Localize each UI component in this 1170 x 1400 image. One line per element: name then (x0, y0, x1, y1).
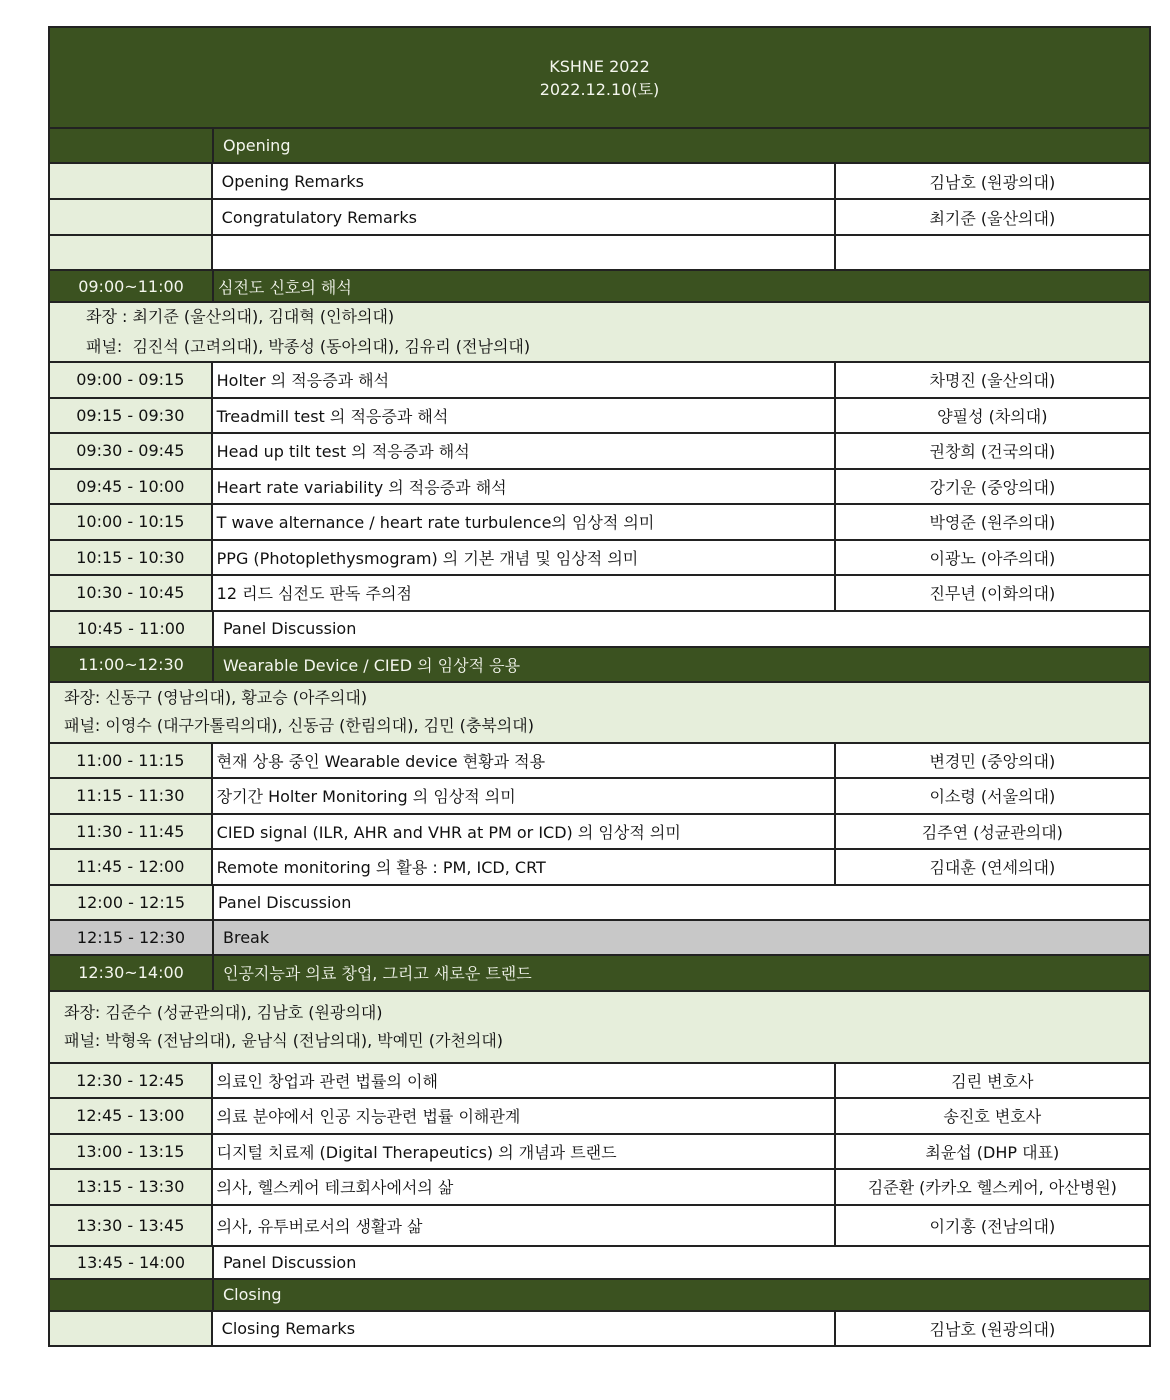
topic-cell: Remote monitoring 의 활용 : PM, ICD, CRT (213, 850, 836, 884)
topic-cell: Treadmill test 의 적응증과 해석 (213, 399, 836, 433)
topic-cell: 12 리드 심전도 판독 주의점 (213, 576, 836, 610)
break-row (48, 921, 1151, 956)
topic-cell: 의료인 창업과 관련 법률의 이해 (213, 1064, 836, 1098)
topic-cell: Head up tilt test 의 적응증과 해석 (213, 434, 836, 468)
table-row (48, 1135, 1151, 1171)
program-header (48, 26, 1151, 129)
session-time: 12:30~14:00 (50, 956, 214, 990)
session-header (48, 271, 1151, 303)
topic-cell: T wave alternance / heart rate turbulence의 임상적 의미 (213, 505, 836, 539)
table-row (48, 399, 1151, 435)
panel-text: 패널: 박형욱 (전남의대), 윤남식 (전남의대), 박예민 (가천의대) (64, 1030, 504, 1050)
topic-cell: Heart rate variability 의 적응증과 해석 (213, 470, 836, 504)
event-date: 2022.12.10(토) (539, 79, 660, 99)
time-cell (50, 200, 213, 234)
topic-cell: PPG (Photoplethysmogram) 의 기본 개념 및 임상적 의미 (213, 541, 836, 575)
speaker-cell: 최기준 (울산의대) (836, 200, 1149, 234)
table-row (48, 434, 1151, 470)
time-cell: 09:00 - 09:15 (50, 363, 213, 397)
event-title: KSHNE 2022 (549, 56, 650, 76)
session-time: 09:00~11:00 (50, 271, 214, 301)
session-title: Wearable Device / CIED 의 임상적 응용 (223, 655, 521, 675)
closing-time-cell (50, 1280, 214, 1310)
topic-cell (213, 236, 836, 269)
opening-label: Opening (223, 136, 291, 155)
session-header (48, 956, 1151, 992)
speaker-cell (836, 236, 1149, 269)
time-cell: 12:45 - 13:00 (50, 1099, 213, 1133)
topic-cell: Panel Discussion (214, 1247, 1149, 1278)
topic-cell: Congratulatory Remarks (213, 200, 836, 234)
time-cell: 13:00 - 13:15 (50, 1135, 213, 1169)
speaker-cell: 송진호 변호사 (836, 1099, 1149, 1133)
session-chairs (48, 683, 1151, 744)
table-row (48, 815, 1151, 851)
speaker-cell: 박영준 (원주의대) (836, 505, 1149, 539)
panel-text: 패널: 이영수 (대구가톨릭의대), 신동금 (한림의대), 김민 (충북의대) (64, 716, 534, 735)
speaker-cell: 김린 변호사 (836, 1064, 1149, 1098)
session-chairs (48, 992, 1151, 1064)
speaker-cell: 이소령 (서울의대) (836, 779, 1149, 813)
speaker-cell: 강기운 (중앙의대) (836, 470, 1149, 504)
time-cell: 09:45 - 10:00 (50, 470, 213, 504)
topic-cell: 장기간 Holter Monitoring 의 임상적 의미 (213, 779, 836, 813)
panel-text: 패널: 김진석 (고려의대), 박종성 (동아의대), 김유리 (전남의대) (86, 337, 531, 356)
table-row (48, 744, 1151, 780)
time-cell: 10:45 - 11:00 (50, 612, 214, 646)
time-cell: 10:00 - 10:15 (50, 505, 213, 539)
time-cell: 11:30 - 11:45 (50, 815, 213, 849)
closing-label: Closing (223, 1285, 282, 1304)
time-cell: 11:45 - 12:00 (50, 850, 213, 884)
time-cell: 13:15 - 13:30 (50, 1170, 213, 1204)
topic-cell: 디지털 치료제 (Digital Therapeutics) 의 개념과 트랜드 (213, 1135, 836, 1169)
topic-cell: 의사, 유투버로서의 생활과 삶 (213, 1206, 836, 1245)
time-cell: 13:45 - 14:00 (50, 1247, 214, 1278)
speaker-cell: 이기홍 (전남의대) (836, 1206, 1149, 1245)
speaker-cell: 차명진 (울산의대) (836, 363, 1149, 397)
table-row (48, 1064, 1151, 1100)
topic-cell: Panel Discussion (214, 612, 1149, 646)
speaker-cell: 김주연 (성균관의대) (836, 815, 1149, 849)
topic-cell: 의사, 헬스케어 테크회사에서의 삶 (213, 1170, 836, 1204)
opening-section-header (48, 129, 1151, 164)
table-row (48, 470, 1151, 506)
time-cell: 11:15 - 11:30 (50, 779, 213, 813)
time-cell: 10:15 - 10:30 (50, 541, 213, 575)
time-cell (50, 236, 213, 269)
speaker-cell: 진무년 (이화의대) (836, 576, 1149, 610)
speaker-cell: 이광노 (아주의대) (836, 541, 1149, 575)
chairs-text: 좌장: 신동구 (영남의대), 황교승 (아주의대) (64, 688, 368, 707)
topic-cell: Opening Remarks (213, 164, 836, 198)
time-cell: 09:30 - 09:45 (50, 434, 213, 468)
panel-discussion-row (48, 612, 1151, 648)
table-row (48, 164, 1151, 200)
time-cell: 12:00 - 12:15 (50, 886, 214, 919)
speaker-cell: 변경민 (중앙의대) (836, 744, 1149, 778)
chairs-text: 좌장: 김준수 (성균관의대), 김남호 (원광의대) (64, 1002, 383, 1022)
table-row (48, 363, 1151, 399)
table-row (48, 850, 1151, 886)
program-table (48, 26, 1151, 1347)
speaker-cell: 양필성 (차의대) (836, 399, 1149, 433)
speaker-cell: 김대훈 (연세의대) (836, 850, 1149, 884)
table-row (48, 541, 1151, 577)
table-row (48, 576, 1151, 612)
speaker-cell: 김준환 (카카오 헬스케어, 아산병원) (836, 1170, 1149, 1204)
table-row (48, 779, 1151, 815)
table-row (48, 1170, 1151, 1206)
opening-time-cell (50, 129, 214, 162)
empty-row (48, 236, 1151, 271)
table-row (48, 1312, 1151, 1347)
session-chairs (48, 303, 1151, 363)
topic-cell: CIED signal (ILR, AHR and VHR at PM or ICD) 의 임상적 의미 (213, 815, 836, 849)
break-time: 12:15 - 12:30 (50, 921, 214, 954)
topic-cell: Holter 의 적응증과 해석 (213, 363, 836, 397)
session-title: 인공지능과 의료 창업, 그리고 새로운 트랜드 (223, 964, 532, 983)
table-row (48, 505, 1151, 541)
topic-cell: 의료 분야에서 인공 지능관련 법률 이해관계 (213, 1099, 836, 1133)
table-row (48, 200, 1151, 236)
closing-section-header (48, 1280, 1151, 1312)
speaker-cell: 최윤섭 (DHP 대표) (836, 1135, 1149, 1169)
session-time: 11:00~12:30 (50, 648, 214, 681)
table-row (48, 1099, 1151, 1135)
topic-cell: Closing Remarks (213, 1312, 836, 1345)
time-cell: 12:30 - 12:45 (50, 1064, 213, 1098)
chairs-text: 좌장 : 최기준 (울산의대), 김대혁 (인하의대) (86, 307, 395, 326)
session-title: 심전도 신호의 해석 (218, 277, 352, 297)
table-row (48, 1206, 1151, 1247)
session-header (48, 648, 1151, 683)
panel-discussion-row (48, 886, 1151, 921)
panel-discussion-row (48, 1247, 1151, 1280)
time-cell: 11:00 - 11:15 (50, 744, 213, 778)
topic-cell: Panel Discussion (214, 886, 1149, 919)
speaker-cell: 권창희 (건국의대) (836, 434, 1149, 468)
speaker-cell: 김남호 (원광의대) (836, 164, 1149, 198)
time-cell: 13:30 - 13:45 (50, 1206, 213, 1245)
time-cell (50, 1312, 213, 1345)
break-label: Break (223, 927, 270, 947)
time-cell: 10:30 - 10:45 (50, 576, 213, 610)
speaker-cell: 김남호 (원광의대) (836, 1312, 1149, 1345)
topic-cell: 현재 상용 중인 Wearable device 현황과 적용 (213, 744, 836, 778)
time-cell (50, 164, 213, 198)
time-cell: 09:15 - 09:30 (50, 399, 213, 433)
